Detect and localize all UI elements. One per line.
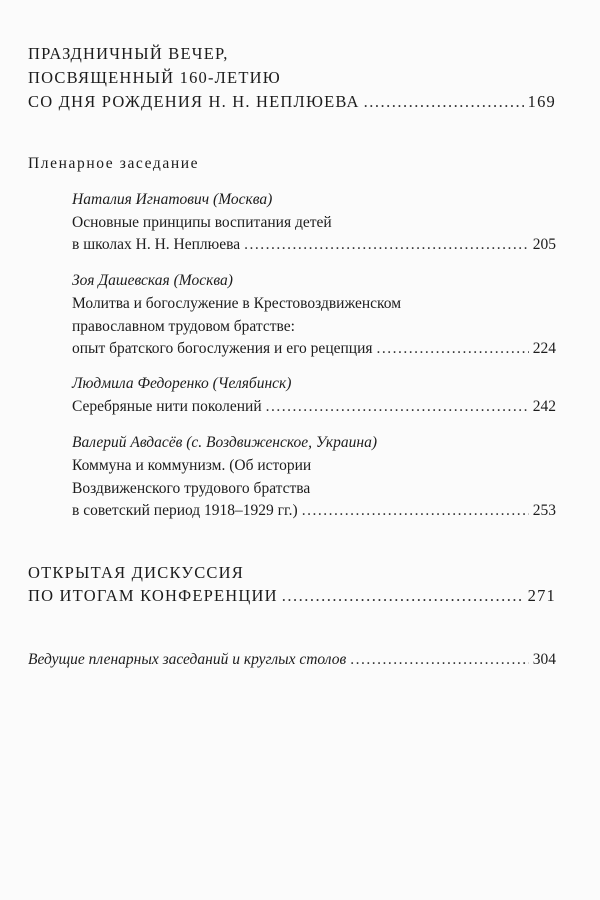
entry-title-leader-row bbox=[72, 340, 556, 358]
entry-title-line: Серебряные нити поколений bbox=[72, 398, 262, 415]
dot-leader bbox=[302, 502, 529, 520]
entry-title-leader-row bbox=[28, 92, 556, 112]
entry-title-line: ПО ИТОГАМ КОНФЕРЕНЦИИ bbox=[28, 586, 278, 605]
dot-leader bbox=[350, 651, 529, 669]
entry-title-leader-row bbox=[72, 236, 556, 254]
entry-title-leader-row bbox=[28, 586, 556, 606]
page-number: 253 bbox=[532, 502, 556, 519]
entry-title-line: СО ДНЯ РОЖДЕНИЯ Н. Н. НЕПЛЮЕВА bbox=[28, 92, 360, 111]
entry-author: Людмила Федоренко (Челябинск) bbox=[72, 375, 292, 392]
entry-title-line: ПОСВЯЩЕННЫЙ 160-ЛЕТИЮ bbox=[28, 68, 281, 87]
dot-leader bbox=[364, 92, 524, 112]
entry-title-line: в советский период 1918–1929 гг.) bbox=[72, 502, 298, 519]
entry-title-leader-row bbox=[28, 651, 556, 669]
entry-title-leader-row bbox=[72, 398, 556, 416]
page-number: 242 bbox=[532, 398, 556, 415]
entry-title-line: Молитва и богослужение в Крестовоздвиженском bbox=[72, 295, 402, 312]
entry-title-line: ОТКРЫТАЯ ДИСКУССИЯ bbox=[28, 563, 244, 582]
entry-title-line: в школах Н. Н. Неплюева bbox=[72, 236, 241, 253]
entry-title-leader-row bbox=[72, 502, 556, 520]
page-number: 304 bbox=[532, 651, 556, 668]
dot-leader bbox=[377, 340, 529, 358]
entry-title-line: Коммуна и коммунизм. (Об истории bbox=[72, 457, 312, 474]
entry-title-line: Воздвиженского трудового братства bbox=[72, 480, 311, 497]
page-number: 271 bbox=[527, 586, 556, 605]
entry-title-line: православном трудовом братстве: bbox=[72, 318, 295, 335]
entry-title-line: Ведущие пленарных заседаний и круглых столов bbox=[28, 651, 347, 668]
entry-author: Наталия Игнатович (Москва) bbox=[72, 191, 273, 208]
section-label-plenary: Пленарное заседание bbox=[28, 155, 200, 172]
dot-leader bbox=[266, 398, 529, 416]
dot-leader bbox=[282, 586, 524, 606]
entry-title-line: ПРАЗДНИЧНЫЙ ВЕЧЕР, bbox=[28, 44, 229, 63]
entry-author: Валерий Авдасёв (с. Воздвиженское, Украина) bbox=[72, 434, 378, 451]
page-number: 205 bbox=[532, 236, 556, 253]
entry-author: Зоя Дашевская (Москва) bbox=[72, 272, 233, 289]
page-number: 169 bbox=[527, 92, 556, 111]
page-number: 224 bbox=[532, 340, 556, 357]
dot-leader bbox=[244, 236, 529, 254]
entry-title-line: опыт братского богослужения и его рецепция bbox=[72, 340, 373, 357]
entry-title-line: Основные принципы воспитания детей bbox=[72, 214, 332, 231]
